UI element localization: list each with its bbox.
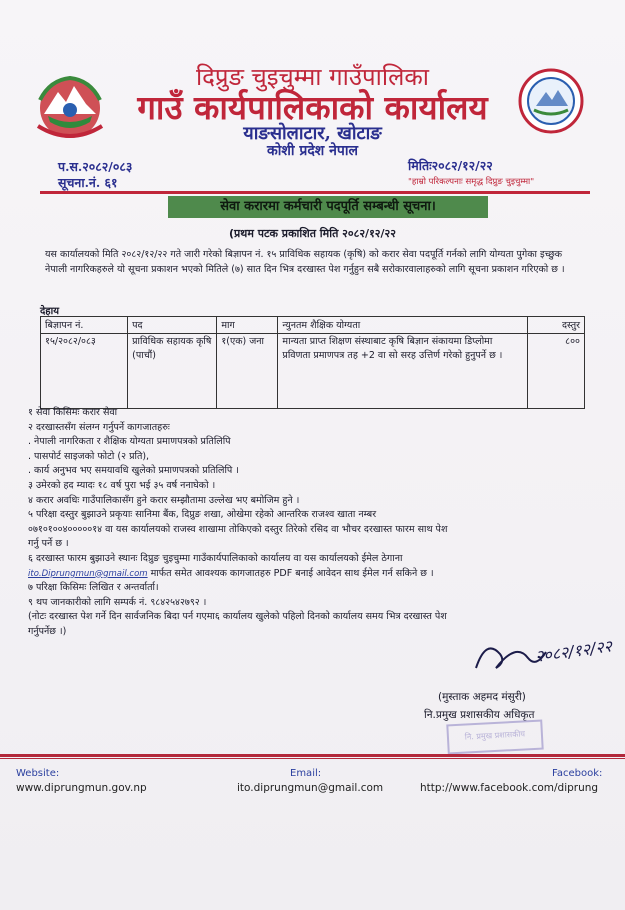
cell-post: प्राविधिक सहायक कृषि (पाचौं) (128, 334, 217, 409)
footer-divider (0, 754, 625, 757)
footer-divider-thin (0, 758, 625, 759)
list-item: गर्नुपर्नेछ ।) (28, 625, 67, 637)
col-fee: दस्तुर (527, 317, 584, 334)
signatory-name: (मुस्ताक अहमद मंसुरी) (438, 691, 526, 703)
office-location: याङसोलाटार, खोटाङ (243, 123, 382, 144)
facebook-link[interactable]: http://www.facebook.com/diprung (420, 782, 599, 794)
website-link[interactable]: www.diprungmun.gov.np (16, 782, 147, 794)
list-item: . पासपोर्ट साइजको फोटो (२ प्रति), (28, 450, 150, 462)
notice-number: सूचना.नं. ६१ (58, 175, 118, 190)
office-stamp: नि. प्रमुख प्रशासकीय (446, 720, 543, 755)
facebook-label: Facebook: (552, 768, 603, 779)
email-link[interactable]: ito.diprungmun@gmail.com (237, 782, 384, 794)
email-label: Email: (290, 768, 322, 779)
list-item: ७ परिक्षा किसिमः लिखित र अन्तर्वार्ता। (28, 582, 159, 594)
notice-date: मितिः२०८२/१२/२२ (408, 158, 493, 173)
notice-title: सेवा करारमा कर्मचारी पदपूर्ति सम्बन्धी सूचना। (168, 196, 488, 218)
website-label: Website: (16, 768, 60, 779)
list-item: (नोटः दरखास्त पेश गर्ने दिन सार्वजनिक बिदा पर्न गएमा६ कार्यालय खुलेको पहिलो दिनको कार्यालय समय भित्र दरखास्त पेश (28, 611, 447, 623)
application-email-link[interactable]: ito.Diprungmun@gmail.com (28, 568, 148, 579)
vacancy-table (40, 316, 585, 409)
signatory-designation: नि.प्रमुख प्रशासकीय अधिकृत (424, 709, 535, 721)
publish-date-line: (प्रथम पटक प्रकाशित मिति २०८२/१२/२२ (229, 227, 396, 240)
table-caption: देहाय (40, 306, 60, 317)
office-name: गाउँ कार्यपालिकाको कार्यालय (137, 88, 488, 127)
list-item: ५ परिक्षा दस्तुर बुझाउने प्रकृयाः सानिमा बैंक, दिप्रुङ शखा, ओखेमा रहेको आन्तरिक राजश्व खाता नम्बर (28, 509, 377, 521)
list-item: ९ थप जानकारीको लागि सम्पर्क नं. ९८४२५४२७९२ । (28, 596, 207, 608)
table-row (41, 334, 585, 409)
notice-details (28, 406, 603, 640)
letter-number: प.स.२०८२/०८३ (58, 159, 133, 174)
list-item: . नेपाली नागरिकता र शैक्षिक योग्यता प्रमाणपत्रको प्रतिलिपि (28, 436, 231, 448)
header-divider (40, 191, 590, 194)
signature-scribble (466, 632, 616, 678)
cell-qualification: मान्यता प्राप्त शिक्षण संस्थाबाट कृषि बिज्ञान संकायमा डिप्लोमा प्रविणता प्रमाणपत्र तह +2 वा सो सरह उत्तिर्ण गरेको हुनुपर्ने छ । (278, 334, 527, 409)
office-province: कोशी प्रदेश नेपाल (266, 143, 359, 159)
cell-demand: १(एक) जना (217, 334, 278, 409)
table-header-row (41, 317, 585, 334)
list-item: . कार्य अनुभव भए समयावधि खुलेको प्रमाणपत्रको प्रतिलिपि । (28, 465, 239, 477)
notice-paragraph: यस कार्यालयको मिति २०८२/१२/२२ गते जारी गरेको बिज्ञापन नं. १५ प्राविधिक सहायक (कृषि) को करार सेवा पदपूर्ति गर्नको लागि योग्यता पुगेका इच्छुक नेपाली नागरिकहरुले यो सूचना प्रकाशन भएको मितिले (७) सात दिन भित्र दरखास्त पेश गर्नुहुन सबै सरोकारवालाहरुको लागि सूचना प्रकाशन गरिएको छ । (45, 249, 565, 275)
col-ad-number: बिज्ञापन नं. (41, 317, 128, 334)
list-item: गर्नु पर्ने छ । (28, 538, 69, 550)
list-item: २ दरखास्तसँग संलग्न गर्नुपर्ने कागजातहरुः (28, 421, 170, 433)
list-item: ४ करार अवधिः गाउँपालिकासँग हुने करार सम्झौतामा उल्लेख भए बमोजिम हुने । (28, 494, 300, 506)
cell-ad-number: १५/२०८२/०८३ (41, 334, 128, 409)
col-demand: माग (217, 317, 278, 334)
signature-date: २०८२/१२/२२ (533, 636, 614, 666)
col-qualification: न्युनतम शैक्षिक योग्यता (278, 317, 527, 334)
list-item (28, 567, 603, 582)
list-item: ०७१०१००४०००००१४ वा यस कार्यालयको राजस्व शाखामा तोकिएको दस्तुर तिरेको रसिद वा भौचर दरखास्त फारम साथ पेश (28, 523, 448, 535)
list-item: ३ उमेरको हद म्यादः १८ वर्ष पुरा भई ३५ वर्ष ननाघेको । (28, 479, 216, 491)
list-item: १ सेवा किसिमः करार सेवा (28, 407, 118, 418)
col-post: पद (128, 317, 217, 334)
municipality-slogan: "हाम्रो परिकल्पनाः समृद्ध दिप्रुङ चुइचुम्मा" (408, 177, 535, 187)
email-line-text: मार्फत समेत आवश्यक कागजातहरु PDF बनाई आवेदन साथ ईमेल गर्न सकिने छ । (147, 567, 434, 579)
municipality-name: दिप्रुङ चुइचुम्मा गाउँपालिका (195, 63, 430, 91)
list-item: ६ दरखास्त फारम बुझाउने स्थानः दिप्रुङ चुइचुम्मा गाउँकार्यपालिकाको कार्यालय वा यस कार्यालयको ईमेल ठेगाना (28, 552, 403, 564)
cell-fee: ८०० (527, 334, 584, 409)
